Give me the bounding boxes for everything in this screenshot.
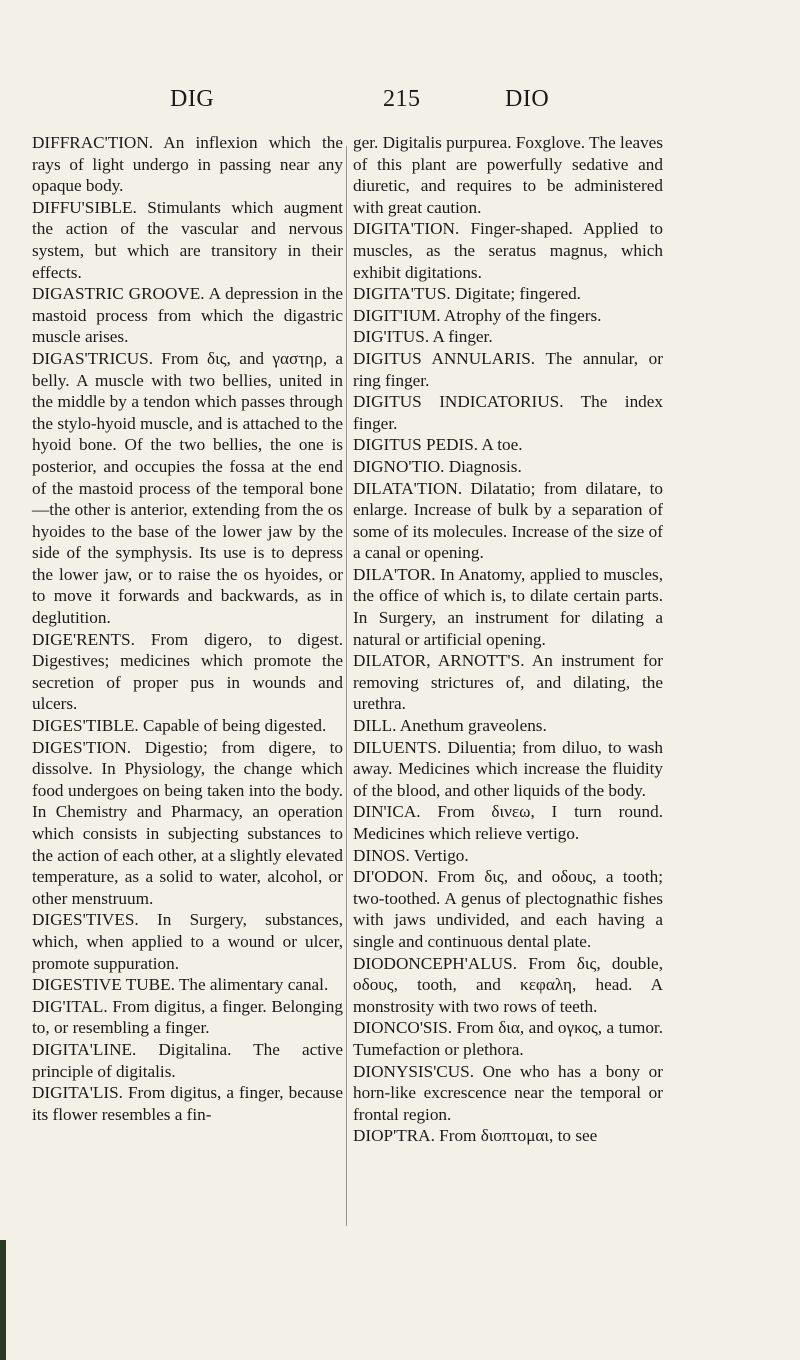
- entry-dignotio: DIGNO'TIO. Diagnosis.: [353, 456, 522, 476]
- entry-diffraction: DIFFRAC'TION. An inflexion which the rays of light undergo in passing near any opaque body.: [32, 133, 343, 196]
- entry-diffusible: DIFFU'SIBLE. Stimulants which augment the action of the vascular and nervous system, but which are transitory in their effects.: [32, 197, 343, 282]
- page-number: 215: [383, 86, 421, 112]
- running-header: [0, 86, 800, 118]
- left-column: [32, 132, 343, 1125]
- entry-digitalis: DIGITA'LIS. From digitus, a finger, because its flower resembles a fin-: [32, 1083, 343, 1124]
- entry-dioptra: DIOP'TRA. From διοπτομαι, to see: [353, 1126, 598, 1146]
- entry-digestive-tube: DIGESTIVE TUBE. The alimentary canal.: [32, 975, 329, 995]
- entry-digastric-groove: DIGASTRIC GROOVE. A depression in the mastoid process from which the digastric muscle arises.: [32, 284, 343, 347]
- entry-digitus-indicatorius: DIGITUS INDICATORIUS. The index finger.: [353, 392, 663, 433]
- entry-digastricus: DIGAS'TRICUS. From δις, and γαστηρ, a belly. A muscle with two bellies, united in the middle by a tendon which passes through the stylo-hyoid muscle, and is attached to the hyoid bone. Of the two bellies, the one is posterior, and occupies the fossa at the end of the mastoid process of the temporal bone—the other is anterior, extending from the os hyoides to the base of the lower jaw by the side of the symphysis. Its use is to depress the lower jaw, or to raise the os hyoides, or to move it forwards and backwards, as in deglutition.: [32, 348, 343, 628]
- entry-digitaline: DIGITA'LINE. Digitalina. The active principle of digitalis.: [32, 1039, 343, 1081]
- entry-diluents: DILUENTS. Diluentia; from diluo, to wash away. Medicines which increase the fluidity of the blood, and other liquids of the body.: [353, 737, 663, 800]
- entry-diodon: DI'ODON. From δις, and οδους, a tooth; two-toothed. A genus of plectognathic fishes with jaws undivided, and each having a single and continuous dental plate.: [353, 867, 663, 951]
- entry-dionysiscus: DIONYSIS'CUS. One who has a bony or horn-like excrescence near the temporal or frontal region.: [353, 1061, 663, 1124]
- entry-digerents: DIGE'RENTS. From digero, to digest. Digestives; medicines which promote the secretion of proper pus in wounds and ulcers.: [32, 629, 343, 714]
- entry-dill: DILL. Anethum graveolens.: [353, 716, 547, 736]
- entry-dinica: DIN'ICA. From δινεω, I turn round. Medicines which relieve vertigo.: [353, 802, 663, 843]
- entry-digitus: DIG'ITUS. A finger.: [353, 327, 493, 347]
- entry-dilator: DILA'TOR. In Anatomy, applied to muscles, the office of which is, to dilate certain parts. In Surgery, an instrument for dilating a natural or artificial opening.: [353, 564, 663, 649]
- entry-digital: DIG'ITAL. From digitus, a finger. Belonging to, or resembling a finger.: [32, 996, 343, 1038]
- entry-digitium: DIGIT'IUM. Atrophy of the fingers.: [353, 305, 602, 325]
- entry-dilator-arnotts: DILATOR, ARNOTT'S. An instrument for removing strictures of, and dilating, the urethra.: [353, 651, 663, 714]
- entry-digestives: DIGES'TIVES. In Surgery, substances, which, when applied to a wound or ulcer, promote suppuration.: [32, 910, 343, 973]
- right-column: [353, 132, 663, 1147]
- binding-edge: [0, 1240, 6, 1360]
- entry-digitation: DIGITA'TION. Finger-shaped. Applied to muscles, as the seratus magnus, which exhibit digitations.: [353, 219, 663, 282]
- entry-dinos: DINOS. Vertigo.: [353, 845, 469, 865]
- entry-digestion: DIGES'TION. Digestio; from digere, to dissolve. In Physiology, the change which food undergoes on being taken into the body. In Chemistry and Pharmacy, an operation which consists in subjecting substances to the action of each other, at a slightly elevated temperature, as a solid to water, alcohol, or other menstruum.: [32, 737, 343, 908]
- entry-diodoncephalus: DIODONCEPH'ALUS. From δις, double, οδους, tooth, and κεφαλη, head. A monstrosity with two rows of teeth.: [353, 953, 663, 1016]
- header-left-guide-word: DIG: [170, 86, 215, 112]
- entry-dilatation: DILATA'TION. Dilatatio; from dilatare, to enlarge. Increase of bulk by a separation of some of its molecules. Increase of the size of a canal or opening.: [353, 478, 663, 563]
- entry-digitatus: DIGITA'TUS. Digitate; fingered.: [353, 284, 581, 304]
- entry-dioncosis: DIONCO'SIS. From δια, and ογκος, a tumor. Tumefaction or plethora.: [353, 1018, 663, 1059]
- header-right-guide-word: DIO: [505, 86, 550, 112]
- entry-digitus-annularis: DIGITUS ANNULARIS. The annular, or ring finger.: [353, 348, 663, 390]
- column-divider: [346, 146, 347, 1226]
- entry-digestible: DIGES'TIBLE. Capable of being digested.: [32, 716, 327, 736]
- entry-digitus-pedis: DIGITUS PEDIS. A toe.: [353, 435, 523, 455]
- entry-digitalis-continued: ger. Digitalis purpurea. Foxglove. The leaves of this plant are powerfully sedative and diuretic, and requires to be administered with great caution.: [353, 133, 663, 217]
